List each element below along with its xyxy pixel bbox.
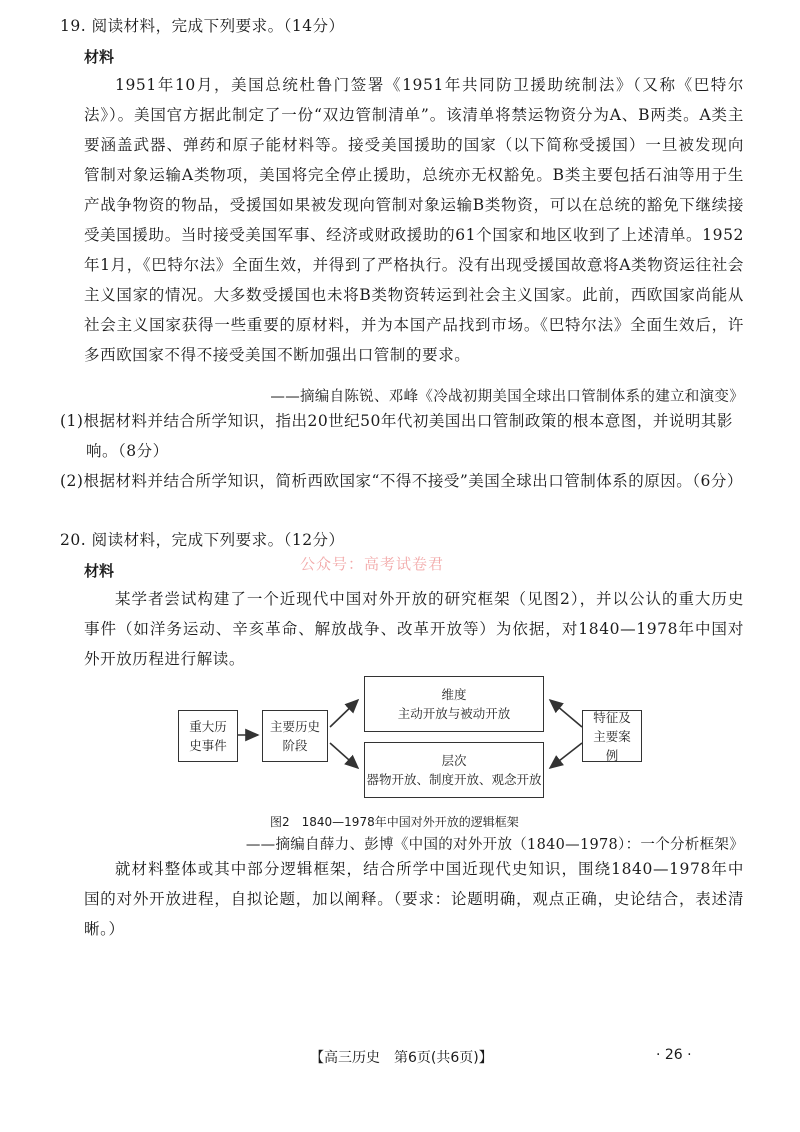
question-19-sub1-text: (1)根据材料并结合所学知识，指出20世纪50年代初美国出口管制政策的根本意图，并说明其影响。（8分） — [60, 412, 733, 460]
box-dimension-title: 维度 — [441, 687, 467, 702]
question-20-source: ——摘编自薛力、彭博《中国的对外开放（1840—1978）：一个分析框架》 — [245, 837, 744, 853]
footer-page-info: 【高三历史 第6页(共6页)】 — [310, 1050, 493, 1066]
box-features-text: 特征及主要案例 — [593, 709, 631, 763]
box-major-events-text: 重大历史事件 — [189, 719, 227, 753]
box-features — [582, 710, 642, 762]
footer-page-number: · 26 · — [656, 1047, 692, 1063]
page-footer — [0, 1047, 800, 1067]
question-20-material: 某学者尝试构建了一个近现代中国对外开放的研究框架（见图2），并以公认的重大历史事件（如洋务运动、辛亥革命、解放战争、改革开放等）为依据，对1840—1978年中国对外开放历程进行解读。 — [84, 590, 744, 668]
question-19-sub2 — [60, 466, 748, 496]
question-19-source: ——摘编自陈锐、邓峰《冷战初期美国全球出口管制体系的建立和演变》 — [270, 389, 744, 405]
figure-caption: 图2 1840—1978年中国对外开放的逻辑框架 — [270, 815, 519, 829]
arrow-features-to-dimension — [550, 700, 582, 727]
arrow-stages-to-level — [330, 743, 358, 768]
box-dimension — [364, 676, 544, 732]
question-20-task: 就材料整体或其中部分逻辑框架，结合所学中国近现代史知识，围绕1840—1978年中国的对外开放进程，自拟论题，加以阐释。（要求：论题明确，观点正确，史论结合，表述清晰。） — [84, 860, 744, 938]
arrow-stages-to-dimension — [330, 700, 358, 727]
box-level — [364, 742, 544, 798]
question-19-sub1 — [60, 406, 748, 466]
box-level-text: 器物开放、制度开放、观念开放 — [366, 772, 542, 787]
box-level-title: 层次 — [441, 753, 467, 768]
watermark: 公众号：高考试卷君 — [300, 555, 445, 573]
framework-diagram — [170, 672, 630, 802]
question-19-material-label: 材料 — [84, 48, 115, 66]
question-20-material-label: 材料 — [84, 562, 115, 580]
box-dimension-text: 主动开放与被动开放 — [397, 706, 511, 721]
question-19-title: 19. 阅读材料，完成下列要求。（14分） — [60, 17, 345, 35]
arrow-features-to-level — [550, 743, 582, 768]
box-major-events — [178, 710, 238, 762]
box-main-stages-text: 主要历史阶段 — [270, 719, 321, 753]
box-main-stages — [262, 710, 328, 762]
question-20-title: 20. 阅读材料，完成下列要求。（12分） — [60, 531, 345, 549]
question-19-sub2-text: (2)根据材料并结合所学知识，简析西欧国家“不得不接受”美国全球出口管制体系的原因。（6分） — [60, 472, 743, 490]
question-19-material: 1951年10月，美国总统杜鲁门签署《1951年共同防卫援助统制法》（又称《巴特尔法》）。美国官方据此制定了一份“双边管制清单”。该清单将禁运物资分为A、B两类。A类主要涵盖武器、弹药和原子能材料等。接受美国援助的国家（以下简称受援国）一旦被发现向管制对象运输A类物项，美国将完全停止援助，总统亦无权豁免。B类主要包括石油等用于生产战争物资的物品，受援国如果被发现向管制对象运输B类物资，可以在总统的豁免下继续接受美国援助。当时接受美国军事、经济或财政援助的61个国家和地区收到了上述清单。1952年1月，《巴特尔法》全面生效，并得到了严格执行。没有出现受援国故意将A类物资运往社会主义国家的情况。大多数受援国也未将B类物资转运到社会主义国家。此前，西欧国家尚能从社会主义国家获得一些重要的原材料，并为本国产品找到市场。《巴特尔法》全面生效后，许多西欧国家不得不接受美国不断加强出口管制的要求。 — [84, 76, 744, 364]
